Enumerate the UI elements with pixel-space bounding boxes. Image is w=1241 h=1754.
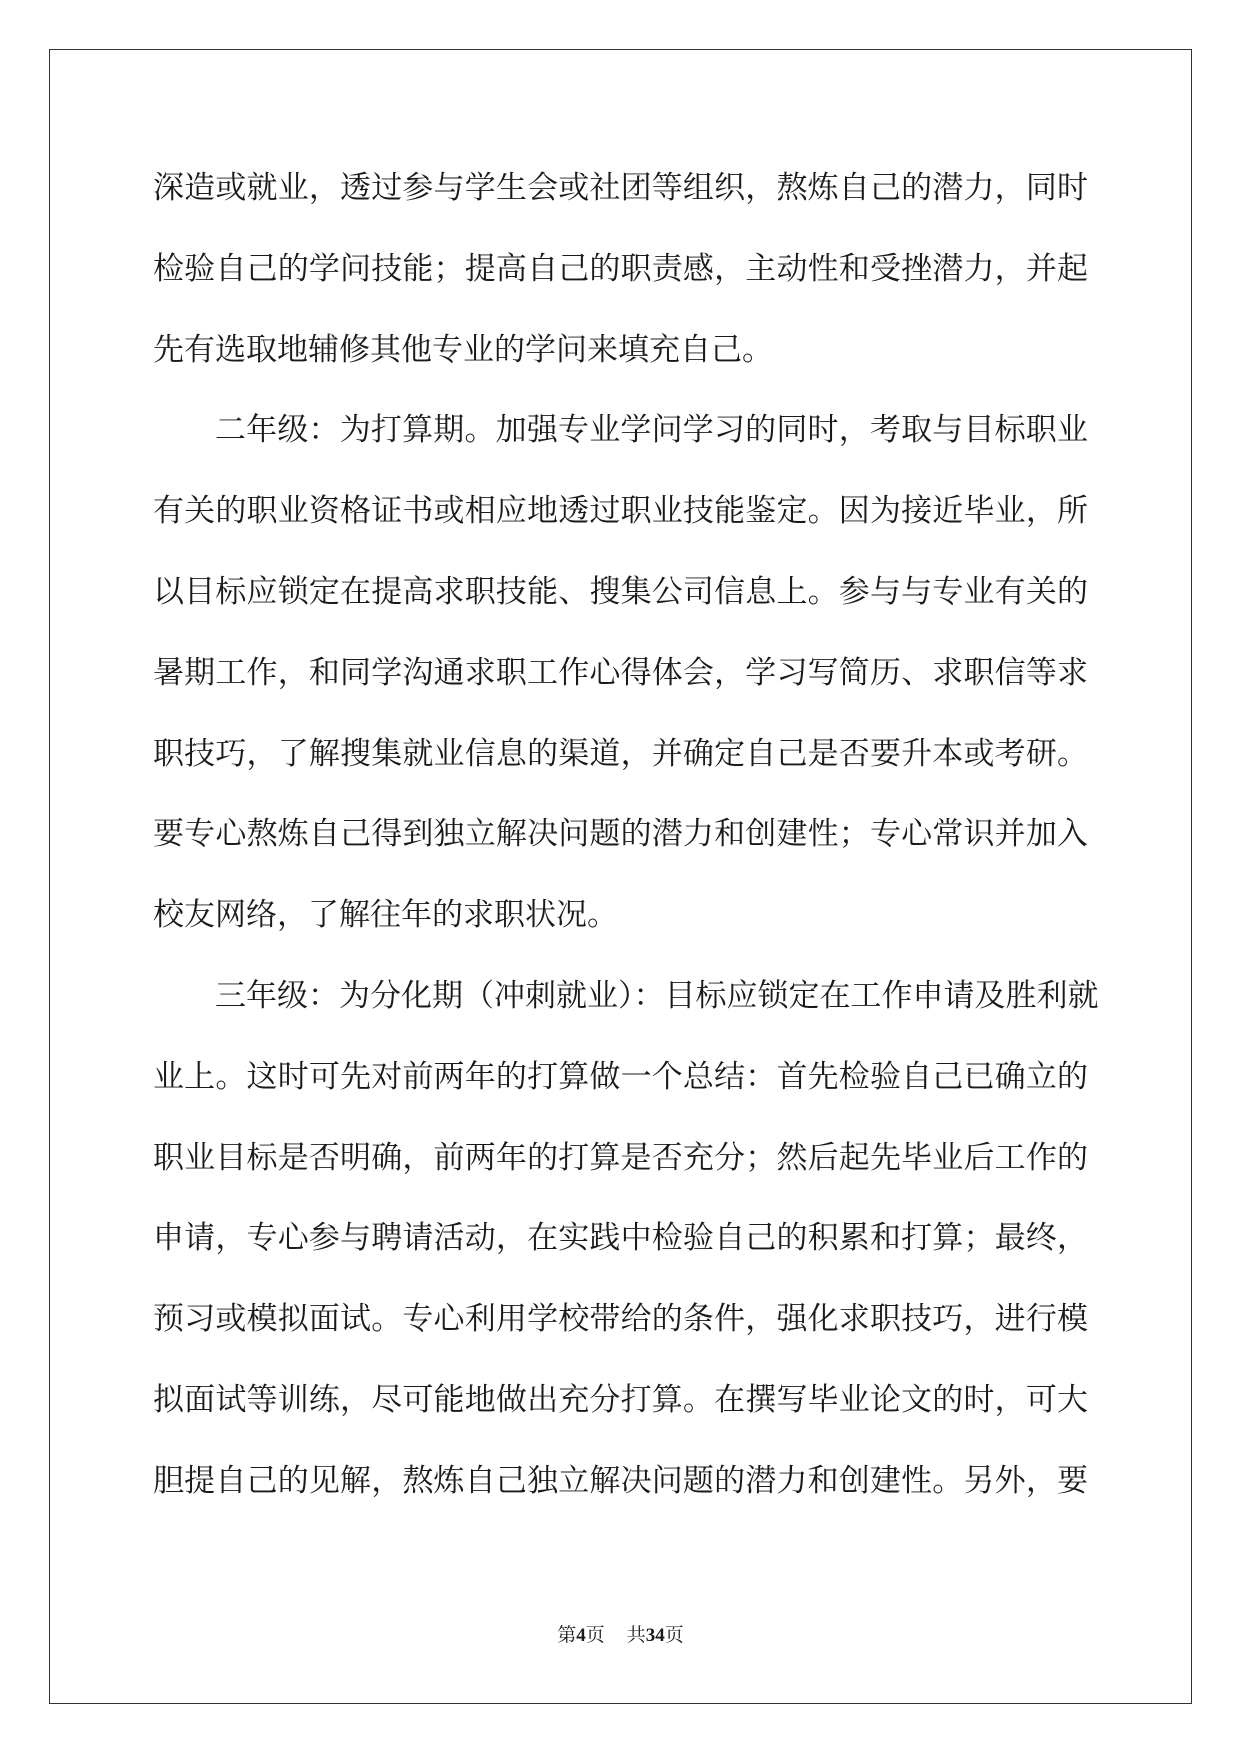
paragraph-first-line: 三年级：为分化期（冲刺就业）：目标应锁定在工作申请及胜利就 <box>215 977 1099 1014</box>
text-line: 预习或模拟面试。专心利用学校带给的条件，强化求职技巧，进行模 <box>153 1301 1088 1338</box>
total-prefix: 共 <box>626 1625 646 1646</box>
total-pages: 34 <box>645 1625 665 1646</box>
text-line: 职技巧，了解搜集就业信息的渠道，并确定自己是否要升本或考研。 <box>153 735 1088 772</box>
text-line: 拟面试等训练，尽可能地做出充分打算。在撰写毕业论文的时，可大 <box>153 1381 1088 1418</box>
text-line: 先有选取地辅修其他专业的学问来填充自己。 <box>153 331 773 368</box>
text-line: 业上。这时可先对前两年的打算做一个总结：首先检验自己已确立的 <box>153 1058 1088 1095</box>
text-line: 以目标应锁定在提高求职技能、搜集公司信息上。参与与专业有关的 <box>153 573 1088 610</box>
page-footer <box>0 1620 1241 1647</box>
text-line: 深造或就业，透过参与学生会或社团等组织，熬炼自己的潜力，同时 <box>153 170 1088 206</box>
page-prefix: 第 <box>557 1625 577 1646</box>
text-line: 校友网络，了解往年的求职状况。 <box>153 897 618 934</box>
text-line: 检验自己的学问技能；提高自己的职责感，主动性和受挫潜力，并起 <box>153 250 1088 287</box>
total-suffix: 页 <box>664 1625 684 1646</box>
text-line: 要专心熬炼自己得到独立解决问题的潜力和创建性；专心常识并加入 <box>153 816 1088 853</box>
page-suffix: 页 <box>585 1625 605 1646</box>
text-line: 职业目标是否明确，前两年的打算是否充分；然后起先毕业后工作的 <box>153 1139 1088 1176</box>
paragraph-first-line: 二年级：为打算期。加强专业学问学习的同时，考取与目标职业 <box>215 412 1088 449</box>
text-line: 暑期工作，和同学沟通求职工作心得体会，学习写简历、求职信等求 <box>153 654 1088 691</box>
body-text <box>153 160 1099 1534</box>
text-line: 有关的职业资格证书或相应地透过职业技能鉴定。因为接近毕业，所 <box>153 493 1088 530</box>
page-number: 4 <box>576 1625 586 1646</box>
text-line: 申请，专心参与聘请活动，在实践中检验自己的积累和打算；最终， <box>153 1220 1088 1257</box>
text-line: 胆提自己的见解，熬炼自己独立解决问题的潜力和创建性。另外，要 <box>153 1462 1088 1499</box>
